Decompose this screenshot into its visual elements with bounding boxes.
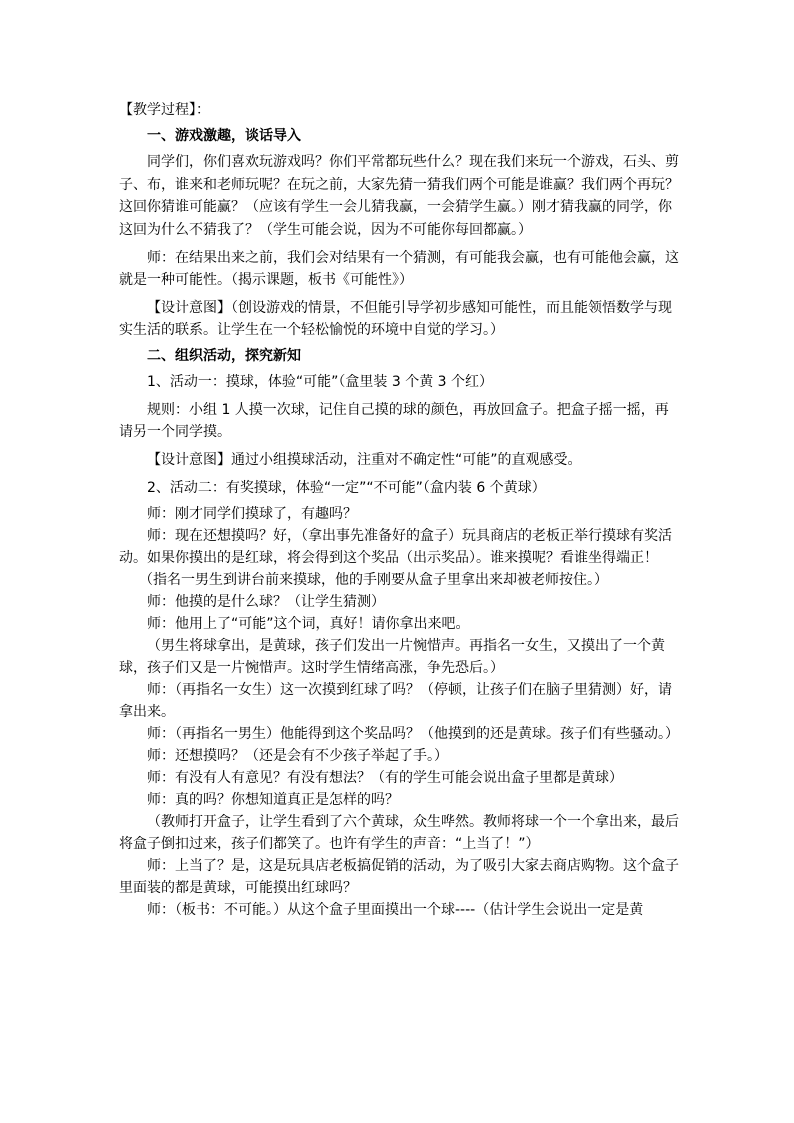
paragraph-teacher-3: 师：现在还想摸吗？好，（拿出事先准备好的盒子）玩具商店的老板正举行摸球有奖活动。如果你摸出的是红球，将会得到这个奖品（出示奖品）。谁来摸呢？看谁坐得端正！ bbox=[119, 528, 672, 566]
section-label: 【教学过程】： bbox=[119, 102, 210, 118]
lesson-plan-text bbox=[119, 99, 679, 921]
paragraph-teacher-9: 师：有没有人有意见？有没有想法？（有的学生可能会说出盒子里都是黄球） bbox=[147, 770, 623, 786]
paragraph-design-intent-1: 【设计意图】（创设游戏的情景，不但能引导学初步感知可能性，而且能领悟数学与现实生活的联系。让学生在一个轻松愉悦的环境中自觉的学习。） bbox=[119, 300, 672, 338]
paragraph-teacher-11: 师：上当了？是，这是玩具店老板搞促销的活动，为了吸引大家去商店购物。这个盒子里面装的都是黄球，可能摸出红球吗？ bbox=[119, 858, 679, 896]
paragraph-design-intent-2: 【设计意图】通过小组摸球活动，注重对不确定性“可能”的直观感受。 bbox=[147, 452, 582, 468]
paragraph-teacher-5: 师：他用上了“可能”这个词，真好！请你拿出来吧。 bbox=[147, 616, 470, 632]
paragraph-intro: 同学们，你们喜欢玩游戏吗？你们平常都玩些什么？现在我们来玩一个游戏，石头、剪子、布，谁来和老师玩呢？在玩之前，大家先猜一猜我们两个可能是谁赢？我们两个再玩？这回你猜谁可能赢？（应该有学生一会儿猜我赢，一会猜学生赢。）刚才猜我赢的同学，你这回为什么不猜我了？（学生可能会说，因为不可能你每回都赢。） bbox=[119, 154, 679, 238]
paragraph-activity-2: 2、活动二：有奖摸球，体验“一定”“不可能”（盒内装 6 个黄球） bbox=[147, 480, 546, 496]
paragraph-teacher-12: 师：（板书：不可能。）从这个盒子里面摸出一个球----（估计学生会说出一定是黄 bbox=[147, 902, 644, 918]
paragraph-teacher-1: 师：在结果出来之前，我们会对结果有一个猜测，有可能我会赢，也有可能他会赢，这就是一种可能性。（揭示课题，板书《可能性》） bbox=[119, 250, 679, 288]
paragraph-rules: 规则：小组 1 人摸一次球，记住自己摸的球的颜色，再放回盒子。把盒子摇一摇，再请另一个同学摸。 bbox=[119, 402, 669, 440]
heading-1: 一、游戏激趣，谈话导入 bbox=[147, 128, 301, 144]
paragraph-narration-2: （男生将球拿出，是黄球，孩子们发出一片惋惜声。再指名一女生，又摸出了一个黄球，孩子们又是一片惋惜声。这时学生情绪高涨，争先恐后。） bbox=[119, 638, 665, 676]
paragraph-teacher-7: 师：（再指名一男生）他能得到这个奖品吗？（他摸到的还是黄球。孩子们有些骚动。） bbox=[147, 726, 679, 742]
paragraph-teacher-8: 师：还想摸吗？（还是会有不少孩子举起了手。） bbox=[147, 748, 448, 764]
paragraph-narration-1: （指名一男生到讲台前来摸球，他的手刚要从盒子里拿出来却被老师按住。） bbox=[139, 572, 608, 588]
paragraph-teacher-4: 师：他摸的是什么球？（让学生猜测） bbox=[147, 594, 385, 610]
paragraph-teacher-10: 师：真的吗？你想知道真正是怎样的吗？ bbox=[147, 792, 399, 808]
paragraph-teacher-6: 师：（再指名一女生）这一次摸到红球了吗？（停顿，让孩子们在脑子里猜测）好，请拿出来。 bbox=[119, 682, 672, 720]
heading-2: 二、组织活动，探究新知 bbox=[147, 348, 301, 364]
paragraph-activity-1: 1、活动一：摸球，体验“可能”（盒里装 3 个黄 3 个红） bbox=[147, 374, 494, 390]
paragraph-narration-3: （教师打开盒子，让学生看到了六个黄球，众生哗然。教师将球一个一个拿出来，最后将盒子倒扣过来，孩子们都笑了。也许有学生的声音：“上当了！”） bbox=[119, 814, 679, 852]
paragraph-teacher-2: 师：刚才同学们摸球了，有趣吗？ bbox=[147, 506, 357, 522]
